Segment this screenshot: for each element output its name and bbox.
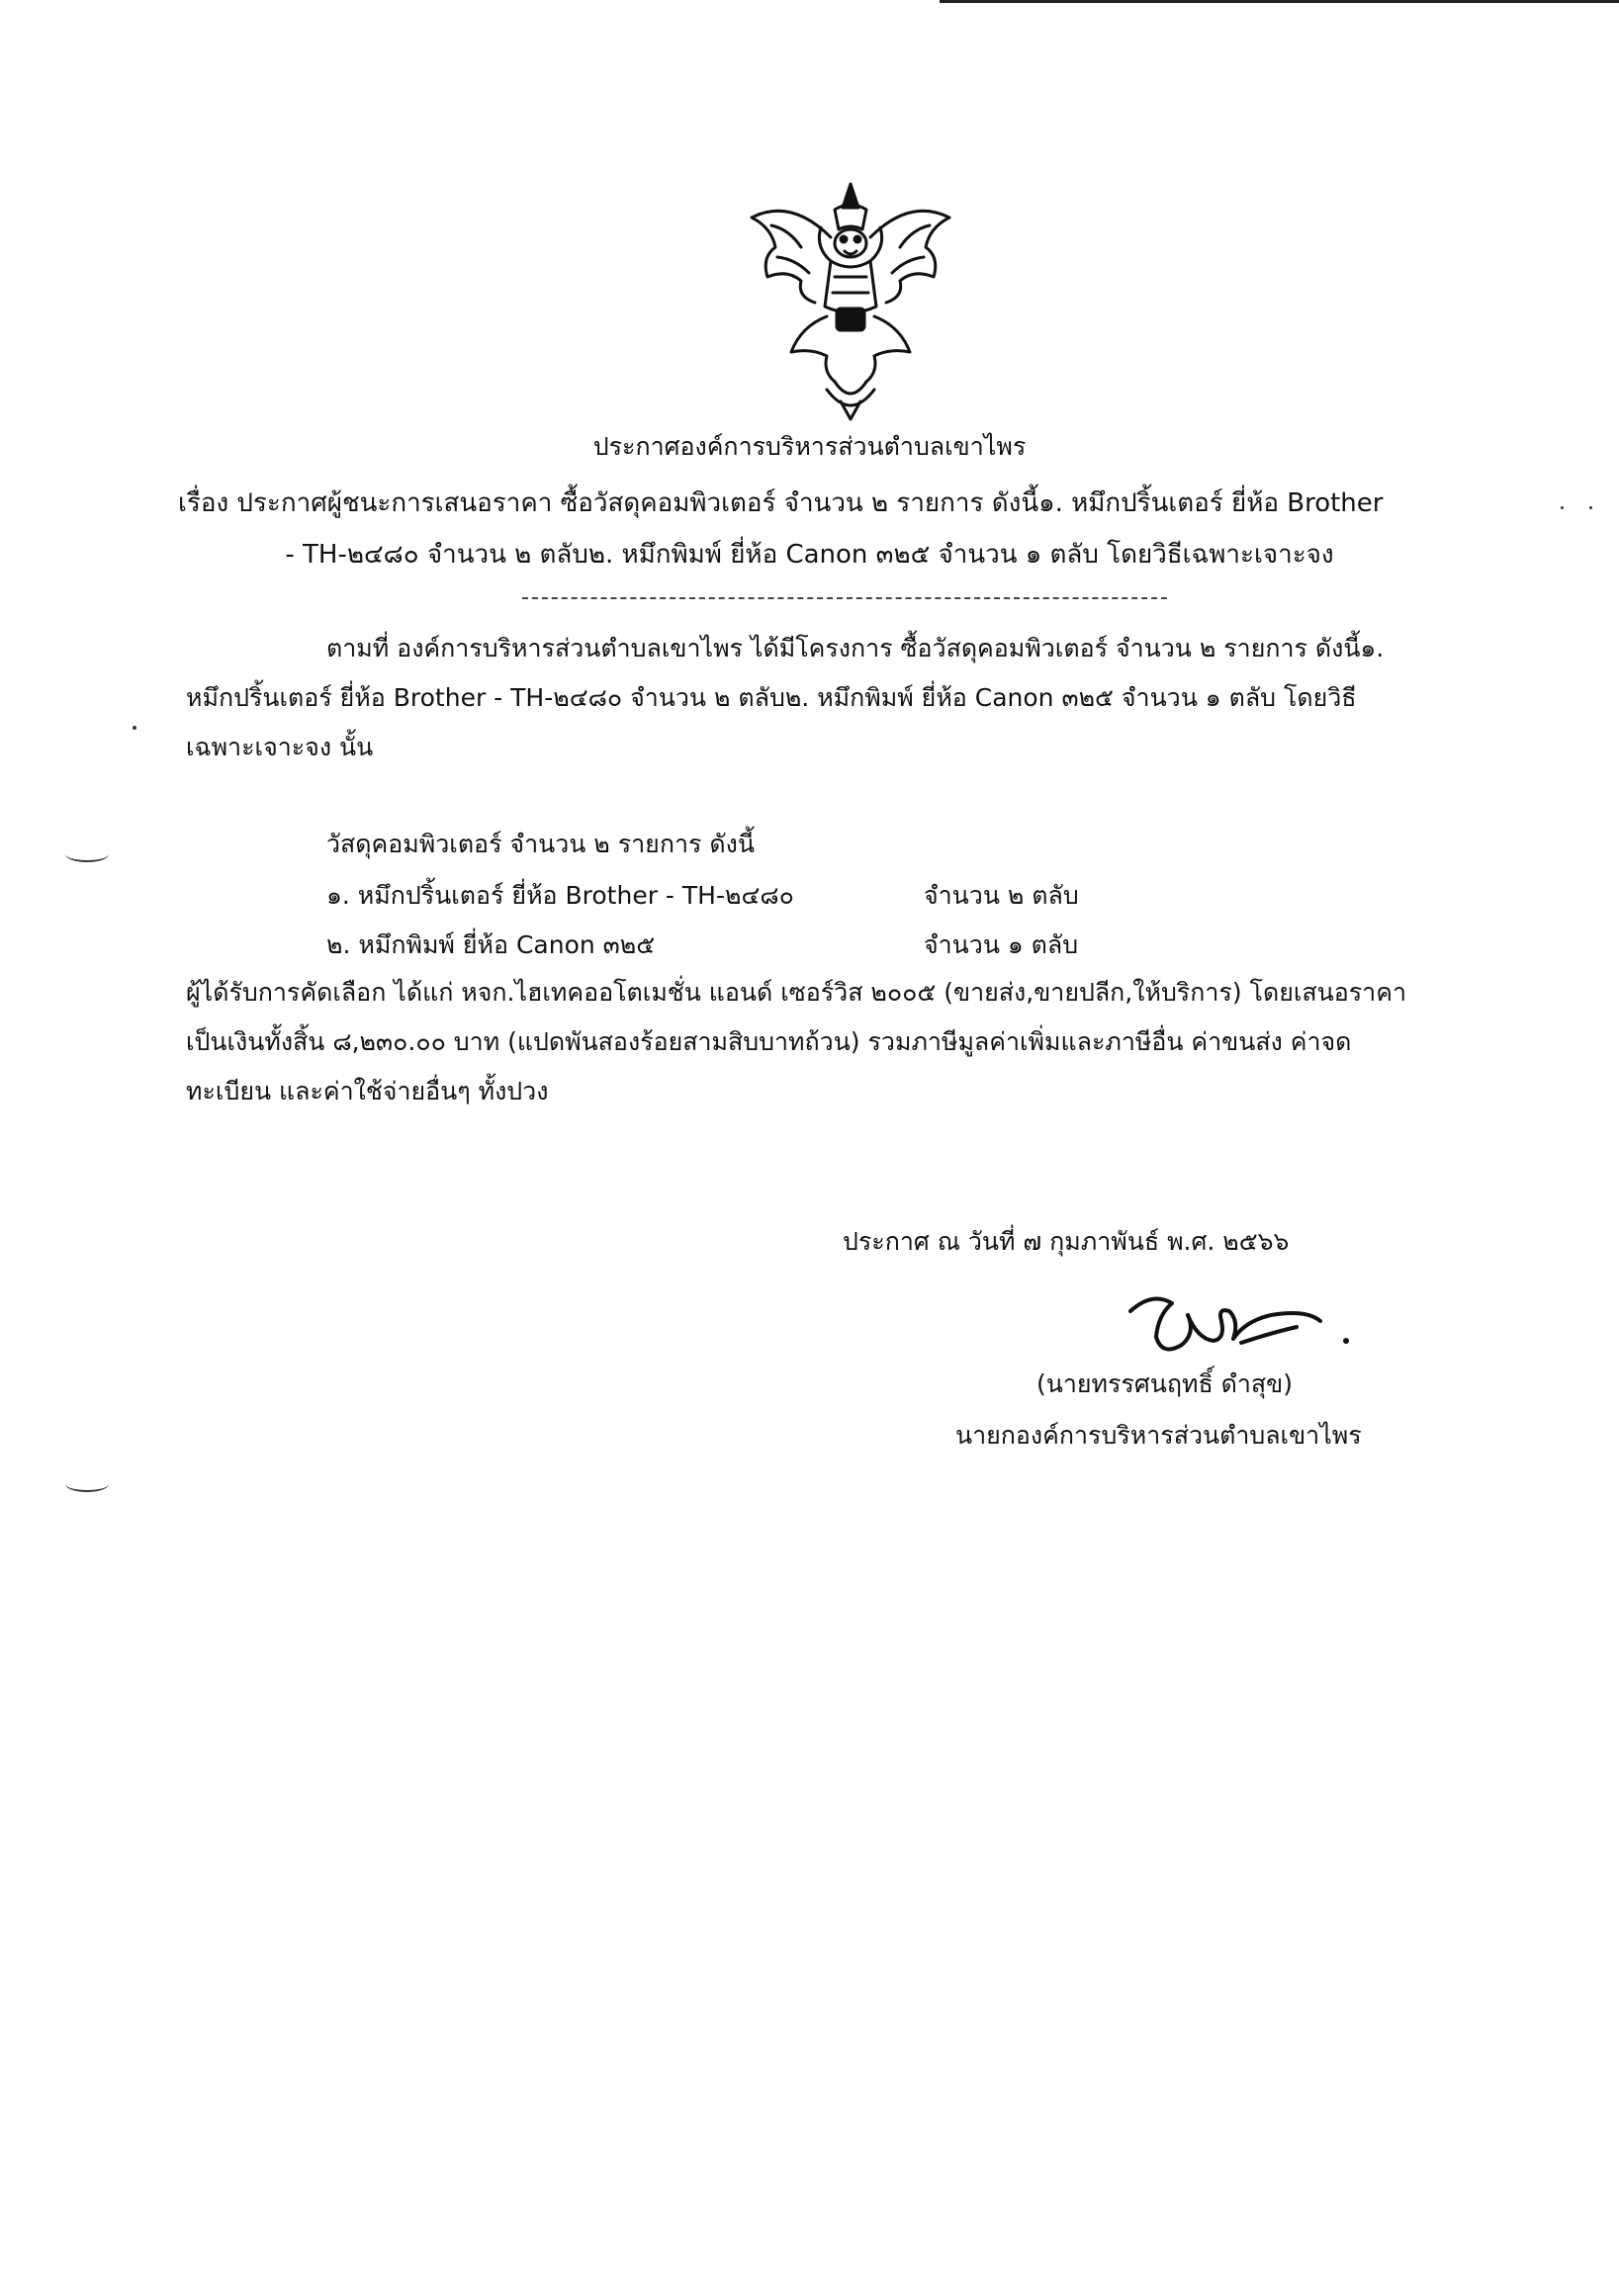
scan-speck	[1589, 506, 1592, 509]
scan-edge-mark	[940, 0, 1619, 3]
garuda-emblem-icon	[732, 178, 969, 425]
subject-line: เรื่อง ประกาศผู้ชนะการเสนอราคา ซื้อวัสดุคอมพิวเตอร์ จำนวน ๒ รายการ ดังนี้๑. หมึกปริ้นเตอร์ ยี่ห้อ Brother	[178, 488, 1384, 518]
items-heading: วัสดุคอมพิวเตอร์ จำนวน ๒ รายการ ดังนี้	[326, 830, 755, 858]
intro-paragraph-line: เฉพาะเจาะจง นั้น	[186, 733, 374, 761]
dashed-divider	[522, 597, 1167, 599]
item-name: ๒. หมึกพิมพ์ ยี่ห้อ Canon ๓๒๕	[326, 930, 656, 959]
winner-paragraph-line: เป็นเงินทั้งสิ้น ๘,๒๓๐.๐๐ บาท (แปดพันสองร้อยสามสิบบาทถ้วน) รวมภาษีมูลค่าเพิ่มและภาษีอื่น ค่าขนส่ง ค่าจด	[186, 1027, 1352, 1056]
handwritten-signature	[1123, 1281, 1360, 1370]
intro-paragraph-line: ตามที่ องค์การบริหารส่วนตำบลเขาไพร ได้มีโครงการ ซื้อวัสดุคอมพิวเตอร์ จำนวน ๒ รายการ ดังนี้๑.	[326, 634, 1385, 662]
signer-name: (นายทรรศนฤทธิ์ ดำสุข)	[1036, 1369, 1294, 1398]
signer-title: นายกองค์การบริหารส่วนตำบลเขาไพร	[955, 1421, 1362, 1450]
item-quantity: จำนวน ๒ ตลับ	[924, 881, 1079, 910]
announcement-date: ประกาศ ณ วันที่ ๗ กุมภาพันธ์ พ.ศ. ๒๕๖๖	[843, 1227, 1290, 1256]
item-name: ๑. หมึกปริ้นเตอร์ ยี่ห้อ Brother - TH-๒๔๘๐	[326, 881, 794, 910]
winner-paragraph-line: ผู้ได้รับการคัดเลือก ได้แก่ หจก.ไฮเทคออโตเมชั่น แอนด์ เซอร์วิส ๒๐๐๕ (ขายส่ง,ขายปลีก,ให้บริการ) โดยเสนอราคา	[186, 978, 1406, 1007]
document-title: ประกาศองค์การบริหารส่วนตำบลเขาไพร	[592, 432, 1027, 461]
subject-line-continued: - TH-๒๔๘๐ จำนวน ๒ ตลับ๒. หมึกพิมพ์ ยี่ห้อ Canon ๓๒๕ จำนวน ๑ ตลับ โดยวิธีเฉพาะเจาะจง	[285, 540, 1334, 570]
scan-speck	[133, 726, 136, 730]
punch-hole-mark	[65, 1476, 109, 1492]
punch-hole-mark	[65, 846, 109, 862]
intro-paragraph-line: หมึกปริ้นเตอร์ ยี่ห้อ Brother - TH-๒๔๘๐ จำนวน ๒ ตลับ๒. หมึกพิมพ์ ยี่ห้อ Canon ๓๒๕ จำนวน ๑ ตลับ โดยวิธี	[186, 683, 1357, 712]
winner-paragraph-line: ทะเบียน และค่าใช้จ่ายอื่นๆ ทั้งปวง	[186, 1077, 549, 1105]
item-quantity: จำนวน ๑ ตลับ	[924, 930, 1079, 959]
